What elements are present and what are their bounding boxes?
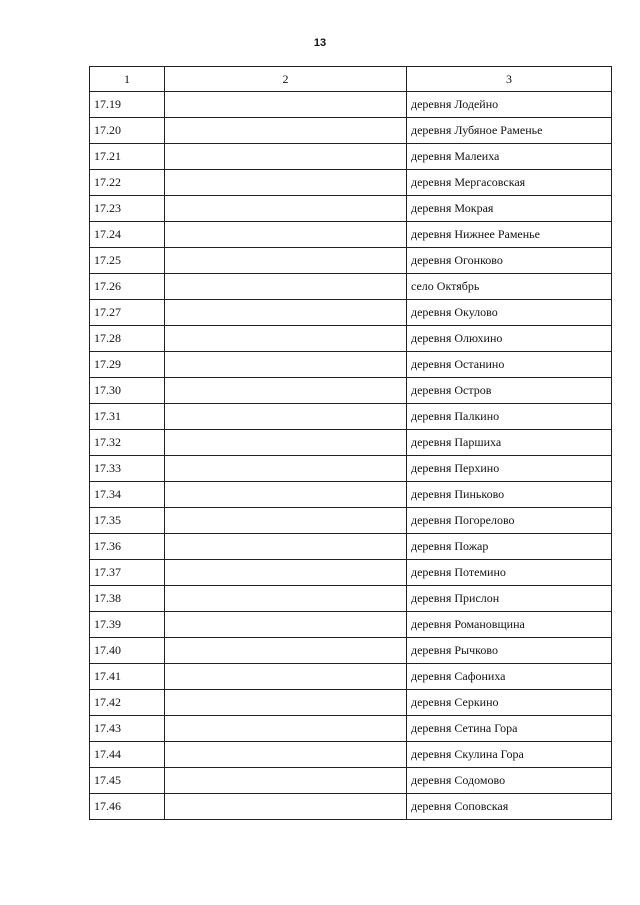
header-col-3: 3 [407, 67, 612, 92]
row-number-cell: 17.25 [90, 248, 165, 274]
settlement-name-cell: деревня Потемино [407, 560, 612, 586]
table-row [90, 716, 612, 742]
row-number-cell: 17.21 [90, 144, 165, 170]
table-row [90, 144, 612, 170]
table-row [90, 378, 612, 404]
row-col2-cell [165, 586, 407, 612]
row-col2-cell [165, 92, 407, 118]
settlement-name-cell: деревня Сетина Гора [407, 716, 612, 742]
settlement-name-cell: деревня Мокрая [407, 196, 612, 222]
row-number-cell: 17.42 [90, 690, 165, 716]
settlement-name-cell: деревня Пиньково [407, 482, 612, 508]
table-row [90, 248, 612, 274]
row-number-cell: 17.39 [90, 612, 165, 638]
settlement-name-cell: деревня Мергасовская [407, 170, 612, 196]
row-number-cell: 17.32 [90, 430, 165, 456]
row-number-cell: 17.46 [90, 794, 165, 820]
row-number-cell: 17.44 [90, 742, 165, 768]
header-col-2: 2 [165, 67, 407, 92]
row-number-cell: 17.45 [90, 768, 165, 794]
row-number-cell: 17.43 [90, 716, 165, 742]
row-col2-cell [165, 170, 407, 196]
row-col2-cell [165, 274, 407, 300]
table-row [90, 404, 612, 430]
table-row [90, 430, 612, 456]
settlement-name-cell: деревня Малеиха [407, 144, 612, 170]
table-row [90, 690, 612, 716]
row-col2-cell [165, 794, 407, 820]
row-col2-cell [165, 352, 407, 378]
row-col2-cell [165, 248, 407, 274]
table-row [90, 196, 612, 222]
row-number-cell: 17.26 [90, 274, 165, 300]
settlement-name-cell: деревня Серкино [407, 690, 612, 716]
row-number-cell: 17.33 [90, 456, 165, 482]
table-row [90, 534, 612, 560]
row-number-cell: 17.22 [90, 170, 165, 196]
settlement-name-cell: деревня Олюхино [407, 326, 612, 352]
table-row [90, 352, 612, 378]
row-number-cell: 17.34 [90, 482, 165, 508]
row-col2-cell [165, 378, 407, 404]
settlement-name-cell: деревня Нижнее Раменье [407, 222, 612, 248]
table-body [90, 92, 612, 820]
row-number-cell: 17.19 [90, 92, 165, 118]
table-row [90, 456, 612, 482]
settlement-name-cell: деревня Погорелово [407, 508, 612, 534]
settlement-name-cell: деревня Огонково [407, 248, 612, 274]
row-col2-cell [165, 430, 407, 456]
table-row [90, 664, 612, 690]
table-row [90, 560, 612, 586]
row-number-cell: 17.27 [90, 300, 165, 326]
row-col2-cell [165, 326, 407, 352]
row-number-cell: 17.40 [90, 638, 165, 664]
settlement-name-cell: село Октябрь [407, 274, 612, 300]
table-row [90, 768, 612, 794]
settlement-name-cell: деревня Прислон [407, 586, 612, 612]
row-col2-cell [165, 664, 407, 690]
table-row [90, 92, 612, 118]
settlement-name-cell: деревня Пожар [407, 534, 612, 560]
row-number-cell: 17.36 [90, 534, 165, 560]
row-col2-cell [165, 560, 407, 586]
row-number-cell: 17.24 [90, 222, 165, 248]
row-col2-cell [165, 118, 407, 144]
row-number-cell: 17.30 [90, 378, 165, 404]
page-number: 13 [313, 37, 327, 49]
row-number-cell: 17.23 [90, 196, 165, 222]
row-col2-cell [165, 196, 407, 222]
table-row [90, 170, 612, 196]
table-row [90, 274, 612, 300]
row-col2-cell [165, 638, 407, 664]
settlement-name-cell: деревня Палкино [407, 404, 612, 430]
settlement-name-cell: деревня Рычково [407, 638, 612, 664]
row-number-cell: 17.20 [90, 118, 165, 144]
table-row [90, 118, 612, 144]
header-row [90, 67, 612, 92]
settlement-name-cell: деревня Сафониха [407, 664, 612, 690]
row-col2-cell [165, 456, 407, 482]
table-row [90, 326, 612, 352]
row-col2-cell [165, 612, 407, 638]
row-col2-cell [165, 716, 407, 742]
settlement-name-cell: деревня Останино [407, 352, 612, 378]
table-row [90, 794, 612, 820]
row-col2-cell [165, 768, 407, 794]
settlement-name-cell: деревня Окулово [407, 300, 612, 326]
table-row [90, 612, 612, 638]
row-number-cell: 17.28 [90, 326, 165, 352]
row-col2-cell [165, 300, 407, 326]
settlement-name-cell: деревня Перхино [407, 456, 612, 482]
settlements-table [89, 66, 612, 820]
settlement-name-cell: деревня Лодейно [407, 92, 612, 118]
settlement-name-cell: деревня Романовщина [407, 612, 612, 638]
row-col2-cell [165, 144, 407, 170]
settlement-name-cell: деревня Паршиха [407, 430, 612, 456]
table-row [90, 508, 612, 534]
settlement-name-cell: деревня Соповская [407, 794, 612, 820]
settlement-name-cell: деревня Лубяное Раменье [407, 118, 612, 144]
row-number-cell: 17.31 [90, 404, 165, 430]
row-col2-cell [165, 222, 407, 248]
row-col2-cell [165, 404, 407, 430]
row-col2-cell [165, 690, 407, 716]
table-row [90, 300, 612, 326]
row-col2-cell [165, 508, 407, 534]
header-col-1: 1 [90, 67, 165, 92]
row-number-cell: 17.41 [90, 664, 165, 690]
settlement-name-cell: деревня Скулина Гора [407, 742, 612, 768]
row-col2-cell [165, 534, 407, 560]
row-number-cell: 17.35 [90, 508, 165, 534]
row-number-cell: 17.29 [90, 352, 165, 378]
table-row [90, 586, 612, 612]
settlement-name-cell: деревня Остров [407, 378, 612, 404]
row-col2-cell [165, 482, 407, 508]
table-row [90, 482, 612, 508]
table-row [90, 742, 612, 768]
settlement-name-cell: деревня Содомово [407, 768, 612, 794]
row-number-cell: 17.37 [90, 560, 165, 586]
row-col2-cell [165, 742, 407, 768]
row-number-cell: 17.38 [90, 586, 165, 612]
table-row [90, 638, 612, 664]
table-row [90, 222, 612, 248]
